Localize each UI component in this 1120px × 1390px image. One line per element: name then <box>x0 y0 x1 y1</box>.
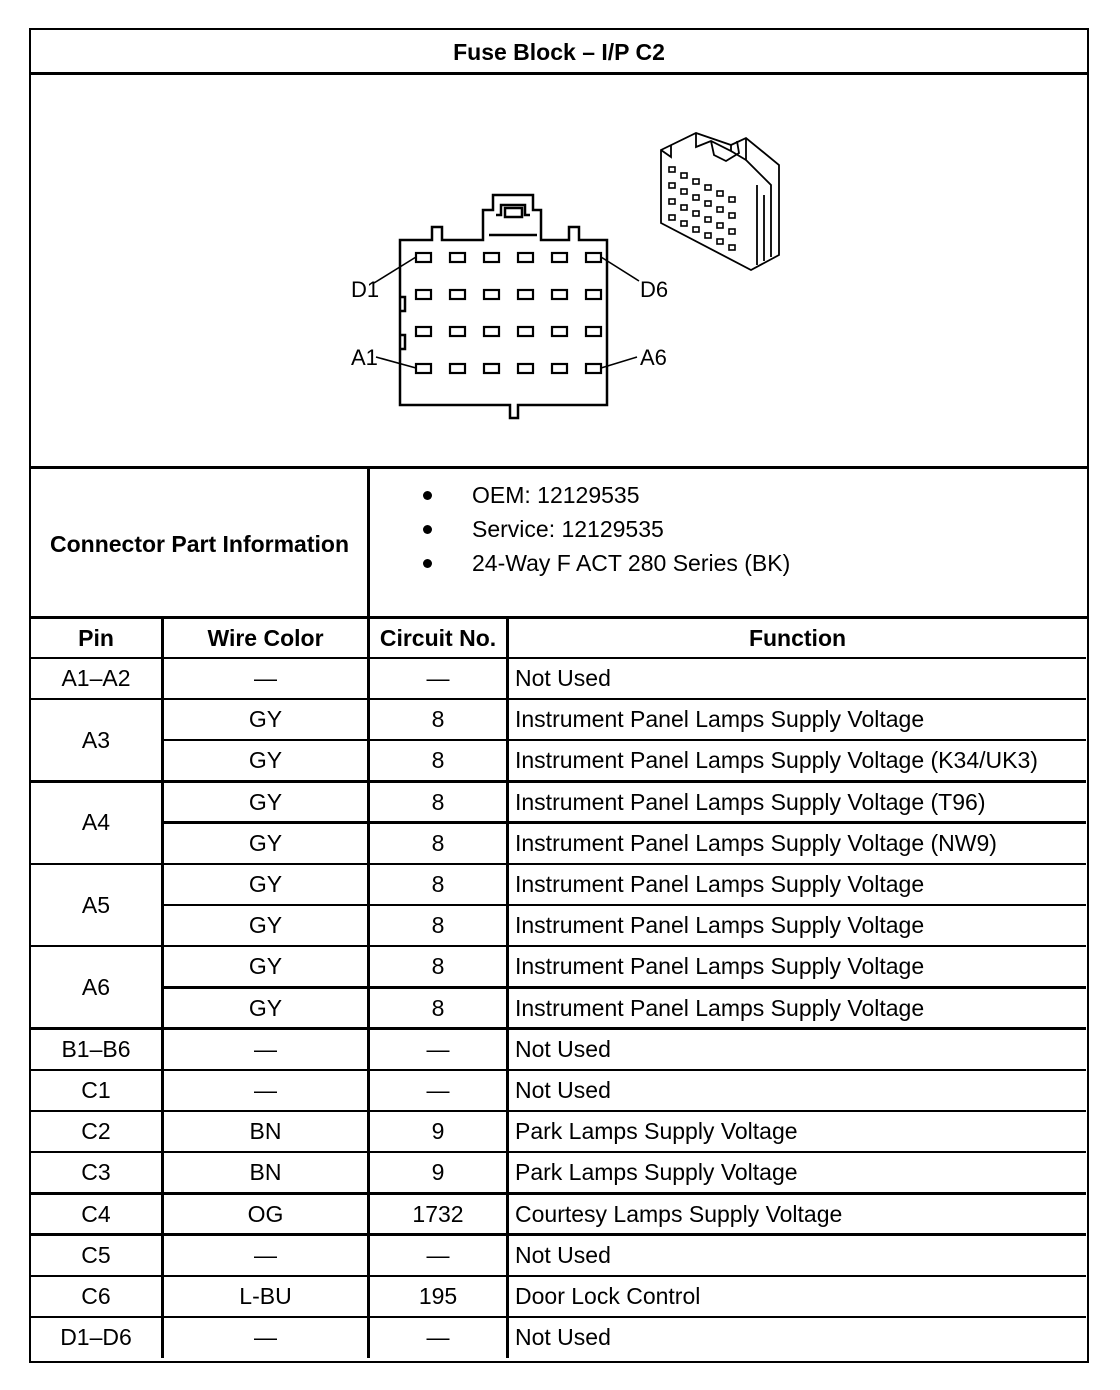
circuit-no-cell: 8 <box>431 747 445 774</box>
pin-cavity-grid <box>416 253 601 373</box>
wire-color-cell: GY <box>248 994 283 1021</box>
pin-cell: C1 <box>81 1077 111 1104</box>
function-cell: Not Used <box>515 1324 611 1351</box>
circuit-no-cell: 8 <box>431 706 445 733</box>
circuit-no-cell: 8 <box>431 994 445 1021</box>
function-cell: Park Lamps Supply Voltage <box>515 1118 798 1145</box>
pin-cell: A1–A2 <box>61 665 131 692</box>
function-cell: Instrument Panel Lamps Supply Voltage (K34/UK3) <box>515 747 1038 774</box>
connector-part-info-list <box>421 478 790 580</box>
function-cell: Park Lamps Supply Voltage <box>515 1159 798 1186</box>
pin-cell: B1–B6 <box>61 1035 131 1062</box>
wire-color-cell: — <box>254 1324 277 1351</box>
wire-color-cell: GY <box>248 871 283 898</box>
wire-color-cell: GY <box>248 953 283 980</box>
label-a1: A1 <box>351 345 378 370</box>
wire-color-cell: — <box>254 1035 277 1062</box>
circuit-no-cell: 1732 <box>412 1200 464 1227</box>
pin-cell: C4 <box>81 1200 111 1227</box>
part-info-item: Service: 12129535 <box>421 512 790 546</box>
label-d6: D6 <box>640 277 669 302</box>
wire-color-cell: GY <box>248 747 283 774</box>
function-cell: Instrument Panel Lamps Supply Voltage <box>515 871 925 898</box>
circuit-no-cell: 9 <box>431 1118 445 1145</box>
pin-cell: A6 <box>81 974 111 1001</box>
circuit-no-cell: — <box>426 1035 450 1062</box>
circuit-no-cell: 195 <box>418 1283 458 1310</box>
wire-color-cell: GY <box>248 829 283 856</box>
pin-cell: A5 <box>81 891 111 918</box>
bullet-icon <box>423 559 432 568</box>
bullet-icon <box>423 525 432 534</box>
function-cell: Instrument Panel Lamps Supply Voltage <box>515 994 925 1021</box>
function-cell: Not Used <box>515 1241 611 1268</box>
header-function: Function <box>748 625 847 651</box>
wire-color-cell: GY <box>248 788 283 815</box>
pin-cell: A3 <box>81 726 111 753</box>
function-cell: Instrument Panel Lamps Supply Voltage (NW9) <box>515 829 997 856</box>
bullet-icon <box>423 491 432 500</box>
part-info-item: 24-Way F ACT 280 Series (BK) <box>421 546 790 580</box>
connector-sheet <box>29 28 1089 1363</box>
wire-color-cell: — <box>254 1241 277 1268</box>
label-d1: D1 <box>351 277 380 302</box>
wire-color-cell: OG <box>247 1200 284 1227</box>
connector-face-view <box>400 195 607 418</box>
function-cell: Instrument Panel Lamps Supply Voltage <box>515 912 925 939</box>
connector-part-info-label: Connector Part Information <box>49 530 349 557</box>
circuit-no-cell: 9 <box>431 1159 445 1186</box>
function-cell: Door Lock Control <box>515 1283 701 1310</box>
header-pin: Pin <box>78 625 114 651</box>
function-cell: Courtesy Lamps Supply Voltage <box>515 1200 843 1227</box>
leader-lines <box>374 257 639 368</box>
wire-color-cell: GY <box>248 706 283 733</box>
divider <box>31 466 1087 469</box>
pin-cell: D1–D6 <box>60 1324 132 1351</box>
circuit-no-cell: 8 <box>431 912 445 939</box>
pin-cell: C5 <box>81 1241 111 1268</box>
function-cell: Not Used <box>515 665 611 692</box>
pin-cell: A4 <box>81 809 111 836</box>
wire-color-cell: — <box>254 1077 277 1104</box>
function-cell: Instrument Panel Lamps Supply Voltage <box>515 953 925 980</box>
wire-color-cell: L-BU <box>239 1283 292 1310</box>
pin-cell: C3 <box>81 1159 111 1186</box>
circuit-no-cell: — <box>426 665 450 692</box>
circuit-no-cell: — <box>426 1241 450 1268</box>
circuit-no-cell: 8 <box>431 871 445 898</box>
circuit-no-cell: 8 <box>431 788 445 815</box>
circuit-no-cell: 8 <box>431 953 445 980</box>
sheet-title: Fuse Block – I/P C2 <box>453 38 665 65</box>
function-cell: Not Used <box>515 1077 611 1104</box>
header-wire-color: Wire Color <box>207 625 324 651</box>
wire-color-cell: BN <box>249 1159 282 1186</box>
connector-diagram <box>31 75 1086 467</box>
header-circuit-no: Circuit No. <box>379 625 497 651</box>
label-a6: A6 <box>640 345 667 370</box>
circuit-no-cell: 8 <box>431 829 445 856</box>
wire-color-cell: — <box>254 665 277 692</box>
wire-color-cell: BN <box>249 1118 282 1145</box>
part-info-item: OEM: 12129535 <box>421 478 790 512</box>
pin-table <box>31 619 1086 1360</box>
pin-cell: C2 <box>81 1118 111 1145</box>
wire-color-cell: GY <box>248 912 283 939</box>
pin-cell: C6 <box>81 1283 111 1310</box>
function-cell: Instrument Panel Lamps Supply Voltage (T96) <box>515 788 986 815</box>
connector-isometric-view <box>661 133 779 270</box>
function-cell: Instrument Panel Lamps Supply Voltage <box>515 706 925 733</box>
circuit-no-cell: — <box>426 1324 450 1351</box>
circuit-no-cell: — <box>426 1077 450 1104</box>
function-cell: Not Used <box>515 1035 611 1062</box>
